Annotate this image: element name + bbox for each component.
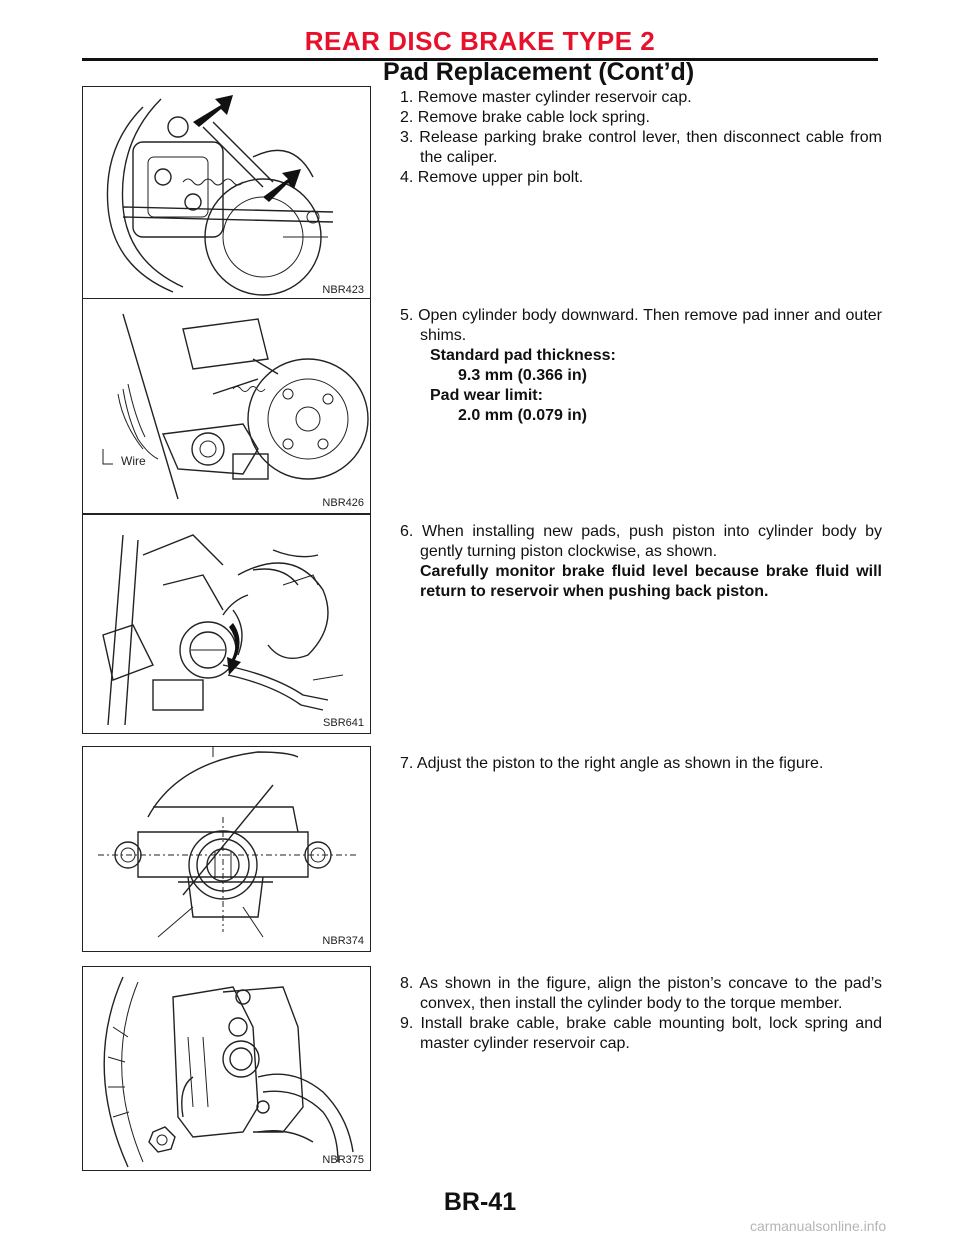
step-8: 8. As shown in the figure, align the piston’s concave to the pad’s convex, then install the cylinder body to the torque member. <box>400 975 882 1012</box>
standard-thickness-value: 9.3 mm (0.366 in) <box>458 367 587 384</box>
figure-code: NBR423 <box>322 284 364 296</box>
page-number: BR-41 <box>443 1188 517 1216</box>
figure-code: NBR426 <box>322 497 364 509</box>
section-title: REAR DISC BRAKE TYPE 2 <box>304 26 656 56</box>
steps-8-9 <box>400 974 882 1054</box>
step-7-block <box>400 754 882 774</box>
caution-note: Carefully monitor brake fluid level because brake fluid will return to reservoir when pushing back piston. <box>420 563 882 600</box>
wire-label: Wire <box>121 454 146 468</box>
step-3: 3. Release parking brake control lever, then disconnect cable from the caliper. <box>400 129 882 166</box>
figure-code: NBR374 <box>322 935 364 947</box>
figure-code: NBR375 <box>322 1154 364 1166</box>
piston-angle-illustration <box>83 747 370 951</box>
step-5-block <box>400 306 882 426</box>
figure-nbr423 <box>82 86 371 301</box>
page-subtitle: Pad Replacement (Cont’d) <box>383 58 695 86</box>
step-6: 6. When installing new pads, push piston into cylinder body by gently turning piston clockwise, as shown. <box>400 523 882 560</box>
step-6-block <box>400 522 882 602</box>
steps-1-4 <box>400 88 882 188</box>
caliper-cable-illustration <box>83 87 370 300</box>
step-2: 2. Remove brake cable lock spring. <box>400 109 650 126</box>
figure-nbr374 <box>82 746 371 952</box>
push-piston-illustration <box>83 515 370 733</box>
figure-nbr426 <box>82 298 371 514</box>
step-4: 4. Remove upper pin bolt. <box>400 169 584 186</box>
install-cylinder-illustration <box>83 967 370 1170</box>
open-cylinder-illustration <box>83 299 370 513</box>
step-1: 1. Remove master cylinder reservoir cap. <box>400 89 692 106</box>
step-5: 5. Open cylinder body downward. Then remove pad inner and outer shims. <box>400 307 882 344</box>
watermark: carmanualsonline.info <box>750 1218 887 1234</box>
figure-nbr375 <box>82 966 371 1171</box>
wear-limit-label: Pad wear limit: <box>430 387 543 404</box>
figure-code: SBR641 <box>323 717 364 729</box>
wear-limit-value: 2.0 mm (0.079 in) <box>458 407 587 424</box>
standard-thickness-label: Standard pad thickness: <box>430 347 616 364</box>
step-9: 9. Install brake cable, brake cable mounting bolt, lock spring and master cylinder reservoir cap. <box>400 1015 882 1052</box>
step-7: 7. Adjust the piston to the right angle as shown in the figure. <box>400 755 824 772</box>
figure-sbr641 <box>82 514 371 734</box>
